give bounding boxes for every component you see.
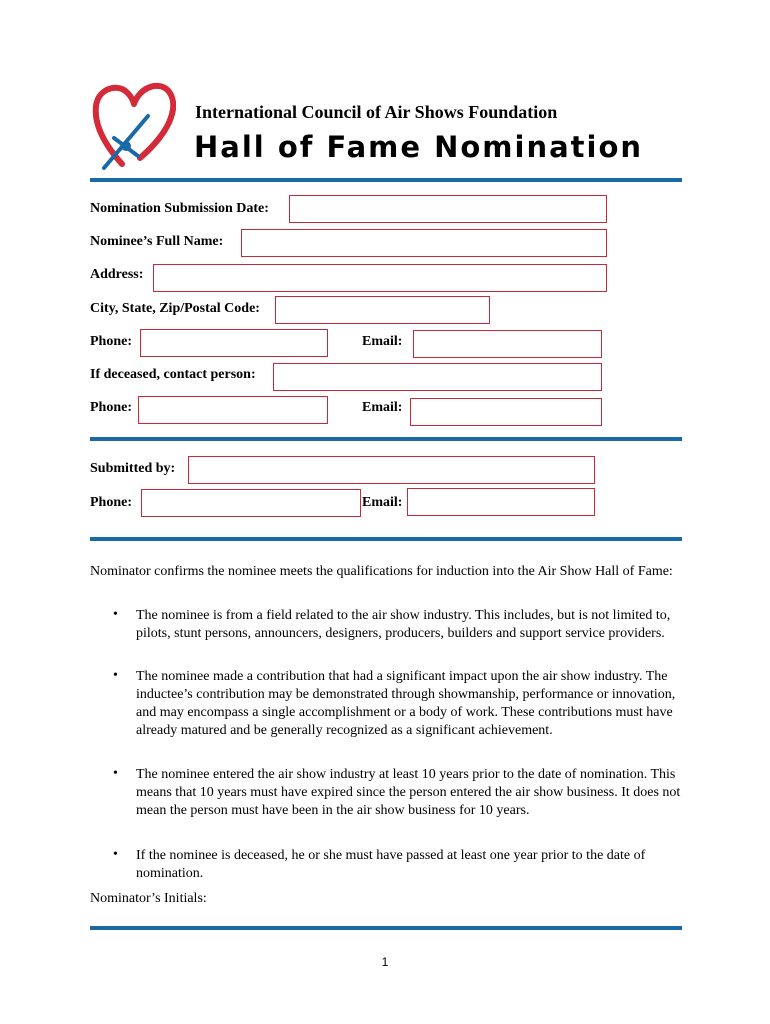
icas-heart-plane-logo-icon (92, 80, 176, 172)
submitted-by-field[interactable] (188, 456, 595, 484)
submission-date-label: Nomination Submission Date: (90, 201, 269, 216)
submitter-phone-label: Phone: (90, 495, 132, 510)
submitter-email-field[interactable] (407, 488, 595, 516)
contact-phone-label: Phone: (90, 400, 132, 415)
nominee-email-field[interactable] (413, 330, 602, 358)
header-divider (90, 178, 682, 182)
submission-date-field[interactable] (289, 195, 607, 223)
section-divider (90, 537, 682, 541)
contact-email-label: Email: (362, 400, 403, 415)
submitter-email-label: Email: (362, 495, 403, 510)
deceased-contact-field[interactable] (273, 363, 602, 391)
section-divider (90, 437, 682, 441)
qualification-item: The nominee is from a field related to the air show industry. This includes, but is not limited to, pilots, stunt persons, announcers, designers, producers, builders and support service providers. (136, 608, 671, 641)
page-number: 1 (381, 955, 389, 969)
qualifications-intro: Nominator confirms the nominee meets the qualifications for induction into the Air Show Hall of Fame: (90, 564, 673, 579)
nominator-initials-label: Nominator’s Initials: (90, 891, 207, 906)
qualification-item: The nominee made a contribution that had a significant impact upon the air show industry. The inductee’s contribution may be demonstrated through showmanship, performance or innovation, and may encompass a single accomplishment or a body of work. These contributions must have already matured and be generally recognized as a significant achievement. (136, 669, 676, 738)
bullet-glyph: • (113, 668, 118, 683)
nominee-name-field[interactable] (241, 229, 607, 257)
deceased-contact-label: If deceased, contact person: (90, 367, 256, 382)
nominee-phone-field[interactable] (140, 329, 328, 357)
qualification-item: The nominee entered the air show industry at least 10 years prior to the date of nomination. This means that 10 years must have expired since the person entered the air show business. It does not mean the person must have been in the air show business for 10 years. (136, 767, 681, 818)
footer-divider (90, 926, 682, 930)
nominee-name-label: Nominee’s Full Name: (90, 234, 224, 249)
nominee-phone-label: Phone: (90, 334, 132, 349)
page-title: Hall of Fame Nomination (194, 130, 644, 164)
contact-email-field[interactable] (410, 398, 602, 426)
address-label: Address: (90, 267, 144, 282)
bullet-glyph: • (113, 847, 118, 862)
organization-name: International Council of Air Shows Foundation (195, 102, 558, 122)
contact-phone-field[interactable] (138, 396, 328, 424)
qualification-item: If the nominee is deceased, he or she must have passed at least one year prior to the date of nomination. (136, 848, 646, 881)
bullet-glyph: • (113, 607, 118, 622)
city-state-zip-field[interactable] (275, 296, 490, 324)
address-field[interactable] (153, 264, 607, 292)
submitter-phone-field[interactable] (141, 489, 361, 517)
nominee-email-label: Email: (362, 334, 403, 349)
submitted-by-label: Submitted by: (90, 461, 176, 476)
bullet-glyph: • (113, 766, 118, 781)
city-state-zip-label: City, State, Zip/Postal Code: (90, 301, 260, 316)
